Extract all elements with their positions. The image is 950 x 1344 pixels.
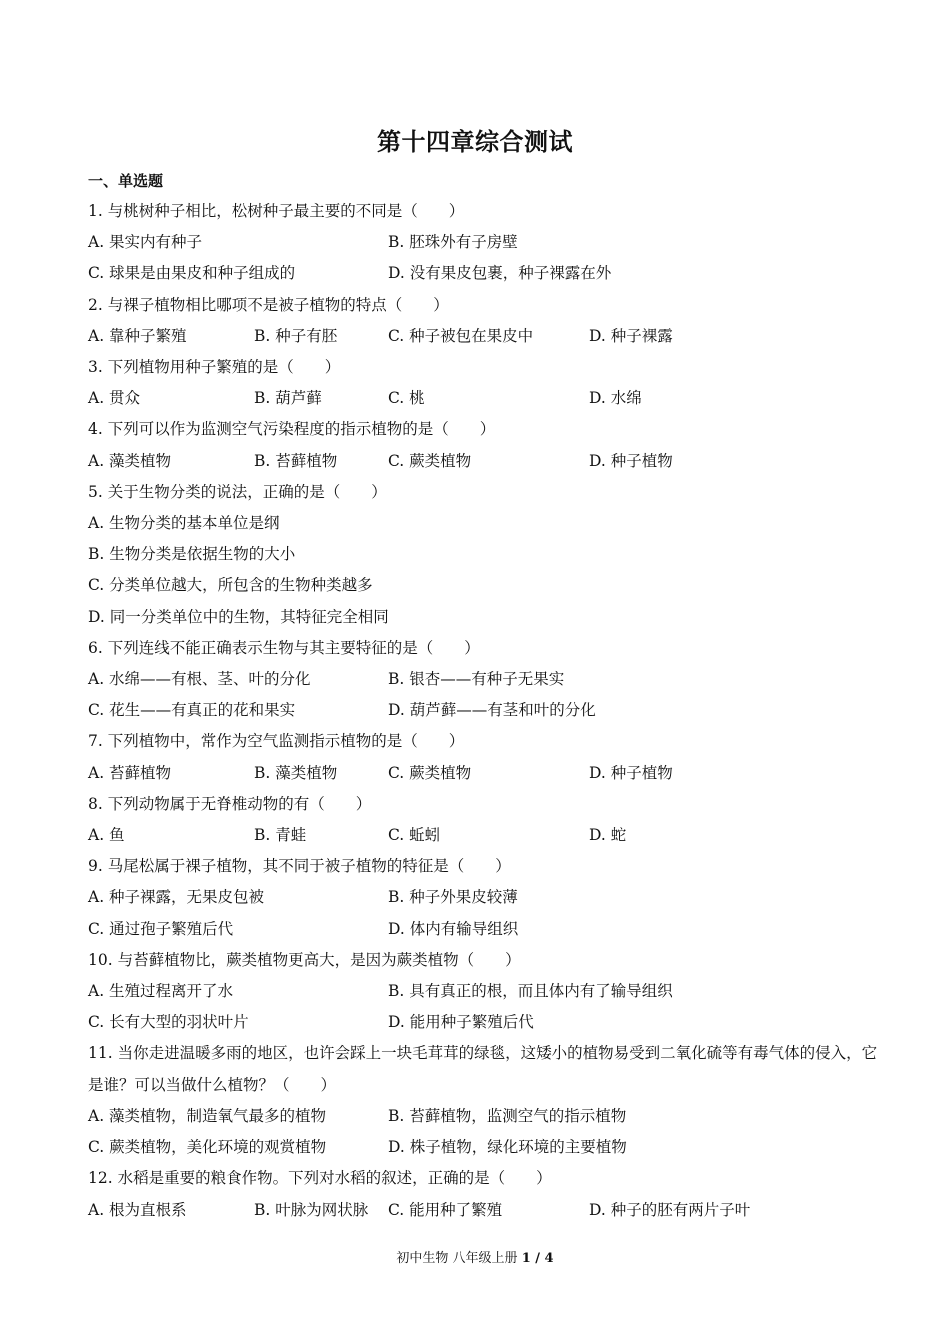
answer-option-d: D. 能用种子繁殖后代	[388, 1013, 534, 1032]
answer-option-c: C. 种子被包在果皮中	[388, 326, 534, 345]
question-stem: 11. 当你走进温暖多雨的地区，也许会踩上一块毛茸茸的绿毯，这矮小的植物易受到二氧化硫等有毒气体的侵入，它是谁？可以当做什么植物？（ ）	[88, 1044, 878, 1094]
answer-option-c: C. 长有大型的羽状叶片	[88, 1013, 249, 1032]
answer-option-a: A. 贯众	[88, 389, 141, 408]
question-11	[88, 1038, 878, 1163]
option-group	[88, 758, 878, 789]
answer-option-b: B. 葫芦藓	[254, 389, 322, 408]
option-group	[88, 976, 878, 1038]
option-group	[88, 227, 878, 289]
answer-option-a: A. 藻类植物，制造氧气最多的植物	[88, 1106, 327, 1125]
question-12	[88, 1163, 878, 1225]
answer-option-b: B. 种子有胚	[254, 326, 338, 345]
answer-option-b: B. 苔藓植物	[254, 451, 338, 470]
option-group	[88, 321, 878, 352]
answer-option-a: A. 果实内有种子	[88, 233, 203, 252]
option-group	[88, 446, 878, 477]
question-stem: 8. 下列动物属于无脊椎动物的有（ ）	[88, 794, 372, 813]
question-7	[88, 726, 878, 788]
question-stem: 6. 下列连线不能正确表示生物与其主要特征的是（ ）	[88, 638, 480, 657]
answer-option-d: D. 水绵	[589, 389, 642, 408]
answer-option-a: A. 藻类植物	[88, 451, 172, 470]
question-stem: 4. 下列可以作为监测空气污染程度的指示植物的是（ ）	[88, 420, 496, 439]
answer-option-c: C. 球果是由果皮和种子组成的	[88, 264, 296, 283]
answer-option-b: B. 青蛙	[254, 826, 307, 845]
question-stem: 10. 与苔藓植物比，蕨类植物更高大，是因为蕨类植物（ ）	[88, 950, 521, 969]
question-stem: 3. 下列植物用种子繁殖的是（ ）	[88, 358, 341, 377]
answer-option-c: C. 能用种了繁殖	[388, 1200, 503, 1219]
answer-option-d: D. 同一分类单位中的生物，其特征完全相同	[88, 607, 389, 626]
answer-option-c: C. 蕨类植物，美化环境的观赏植物	[88, 1138, 327, 1157]
answer-option-b: B. 藻类植物	[254, 763, 338, 782]
answer-option-b: B. 种子外果皮较薄	[388, 888, 518, 907]
question-list	[88, 196, 878, 1226]
answer-option-c: C. 分类单位越大，所包含的生物种类越多	[88, 576, 373, 595]
option-group	[88, 383, 878, 414]
option-group	[88, 1101, 878, 1163]
answer-option-d: D. 种子植物	[589, 763, 673, 782]
answer-option-d: D. 体内有输导组织	[388, 919, 519, 938]
question-stem: 7. 下列植物中，常作为空气监测指示植物的是（ ）	[88, 732, 465, 751]
question-stem: 12. 水稻是重要的粮食作物。下列对水稻的叙述，正确的是（ ）	[88, 1169, 552, 1188]
answer-option-c: C. 蚯蚓	[388, 826, 441, 845]
footer-page-number: 1 / 4	[521, 1251, 554, 1266]
answer-option-b: B. 苔藓植物，监测空气的指示植物	[388, 1106, 627, 1125]
question-2	[88, 290, 878, 352]
answer-option-d: D. 株子植物，绿化环境的主要植物	[388, 1138, 627, 1157]
answer-option-d: D. 种子的胚有两片子叶	[589, 1200, 751, 1219]
answer-option-a: A. 种子裸露，无果皮包被	[88, 888, 265, 907]
question-3	[88, 352, 878, 414]
answer-option-d: D. 没有果皮包裹，种子裸露在外	[388, 264, 612, 283]
question-8	[88, 789, 878, 851]
question-stem: 1. 与桃树种子相比，松树种子最主要的不同是（ ）	[88, 202, 465, 220]
question-5	[88, 477, 878, 633]
option-group	[88, 1195, 878, 1226]
answer-option-a: A. 水绵——有根、茎、叶的分化	[88, 670, 311, 689]
question-stem: 9. 马尾松属于裸子植物，其不同于被子植物的特征是（ ）	[88, 857, 511, 876]
answer-option-c: C. 花生——有真正的花和果实	[88, 701, 296, 720]
page-footer	[0, 1247, 950, 1266]
answer-option-b: B. 具有真正的根，而且体内有了输导组织	[388, 982, 673, 1001]
section-heading: 一、单选题	[88, 172, 164, 190]
answer-option-a: A. 生物分类的基本单位是纲	[88, 514, 280, 533]
question-stem: 2. 与裸子植物相比哪项不是被子植物的特点（ ）	[88, 295, 449, 314]
option-group	[88, 664, 878, 726]
answer-option-b: B. 生物分类是依据生物的大小	[88, 545, 296, 564]
answer-option-c: C. 桃	[388, 389, 425, 408]
answer-option-b: B. 叶脉为网状脉	[254, 1200, 369, 1219]
answer-option-a: A. 靠种子繁殖	[88, 326, 187, 345]
option-group	[88, 508, 878, 633]
question-10	[88, 945, 878, 1039]
option-group	[88, 820, 878, 851]
question-4	[88, 414, 878, 476]
question-stem: 5. 关于生物分类的说法，正确的是（ ）	[88, 482, 387, 501]
question-9	[88, 851, 878, 945]
answer-option-c: C. 蕨类植物	[388, 451, 472, 470]
answer-option-a: A. 苔藓植物	[88, 763, 172, 782]
page-title: 第十四章综合测试	[377, 127, 573, 156]
footer-subject: 初中生物 八年级上册	[396, 1251, 518, 1266]
question-6	[88, 633, 878, 727]
answer-option-d: D. 蛇	[589, 826, 627, 845]
answer-option-d: D. 种子植物	[589, 451, 673, 470]
answer-option-b: B. 银杏——有种子无果实	[388, 670, 565, 689]
answer-option-b: B. 胚珠外有子房壁	[388, 233, 518, 252]
option-group	[88, 882, 878, 944]
answer-option-a: A. 鱼	[88, 826, 125, 845]
answer-option-d: D. 葫芦藓——有茎和叶的分化	[388, 701, 596, 720]
question-1	[88, 196, 878, 290]
answer-option-c: C. 通过孢子繁殖后代	[88, 919, 234, 938]
answer-option-a: A. 生殖过程离开了水	[88, 982, 234, 1001]
answer-option-a: A. 根为直根系	[88, 1200, 187, 1219]
answer-option-c: C. 蕨类植物	[388, 763, 472, 782]
answer-option-d: D. 种子裸露	[589, 326, 673, 345]
